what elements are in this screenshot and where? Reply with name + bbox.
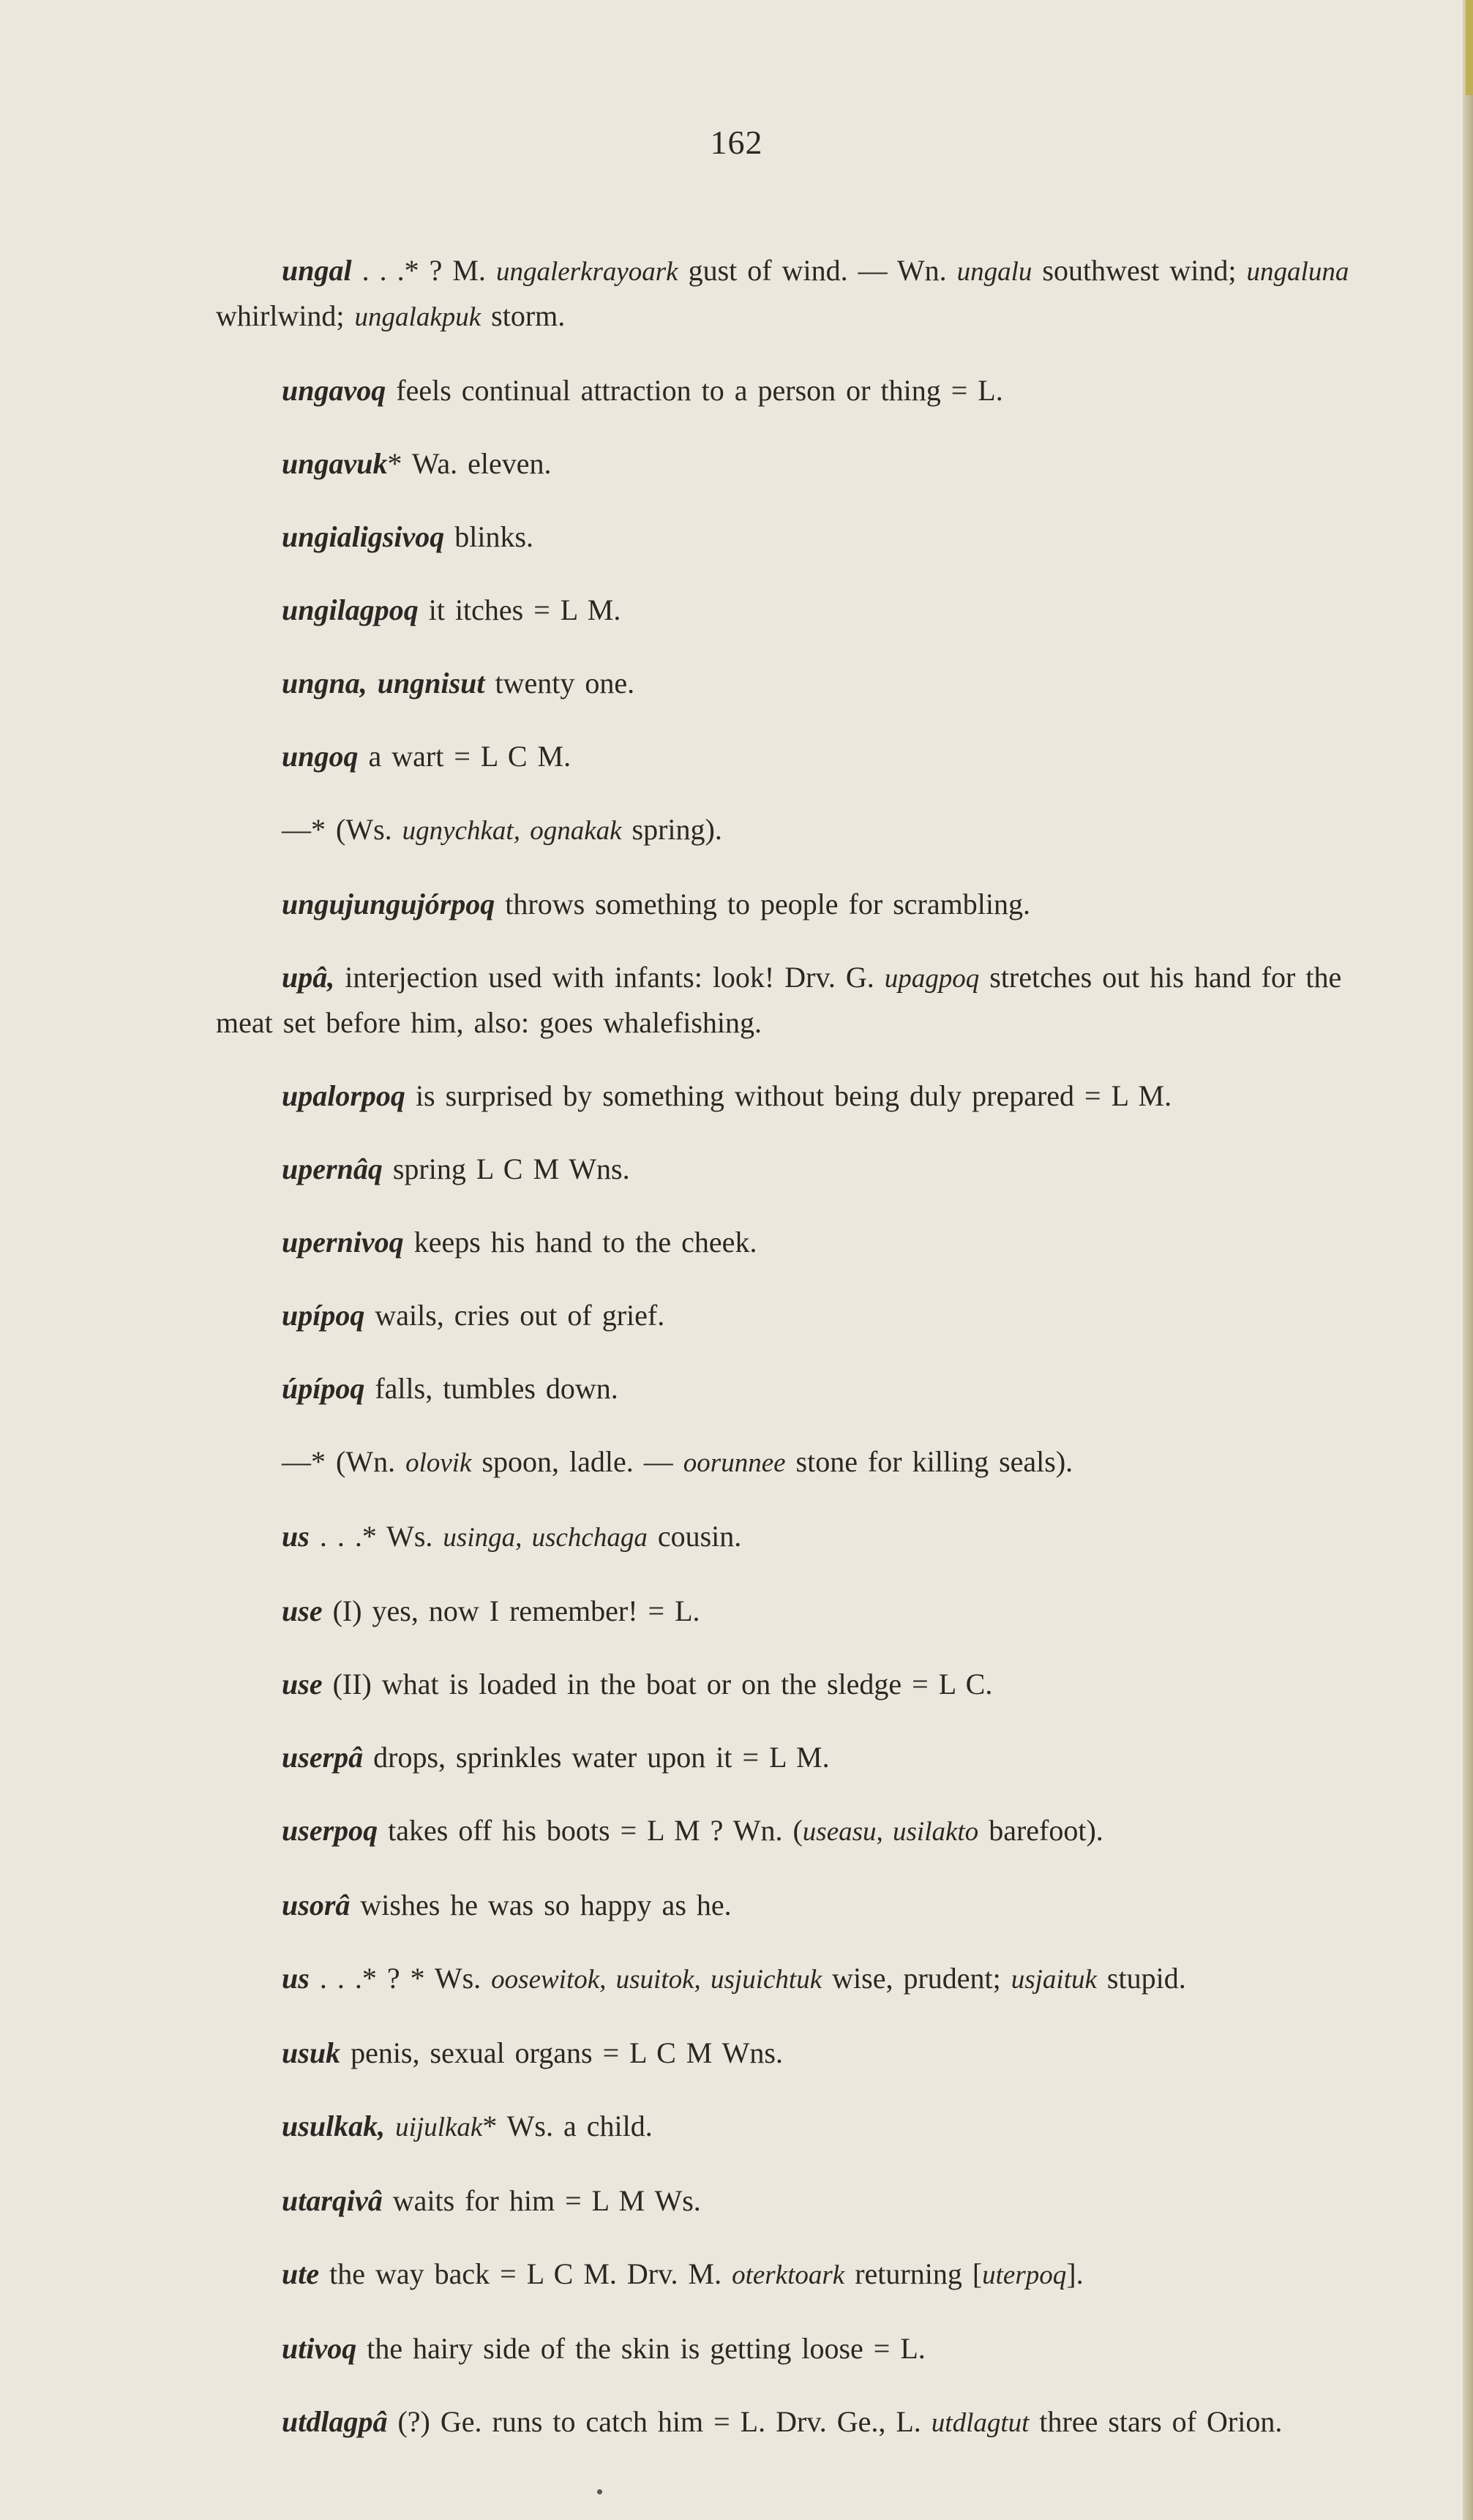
headword: upípoq xyxy=(282,1299,365,1332)
headword: utdlagpâ xyxy=(282,2405,388,2438)
ink-speck xyxy=(597,2489,602,2494)
definition: interjection used with infants: look! Drv. G. xyxy=(334,961,885,994)
dictionary-entry xyxy=(216,1074,1357,1118)
definition: * Wa. eleven. xyxy=(387,447,552,480)
headword: utarqivâ xyxy=(282,2184,383,2217)
dictionary-entry xyxy=(216,442,1357,486)
definition: spoon, ladle. — xyxy=(471,1445,683,1478)
definition: a wart = L C M. xyxy=(358,740,571,773)
definition: blinks. xyxy=(444,520,534,553)
definition: throws something to people for scrambling. xyxy=(495,888,1030,920)
dictionary-entry xyxy=(216,588,1357,632)
cited-form: utdlagtut xyxy=(931,2408,1030,2438)
cited-form: usjaituk xyxy=(1011,1965,1097,1995)
definition: it itches = L M. xyxy=(418,593,621,626)
headword: upernâq xyxy=(282,1152,383,1185)
cited-form: oorunnee xyxy=(683,1448,786,1478)
headword: userpâ xyxy=(282,1741,364,1774)
definition: drops, sprinkles water upon it = L M. xyxy=(363,1741,830,1774)
definition: . . .* ? * Ws. xyxy=(309,1962,492,1995)
dictionary-entry xyxy=(216,2104,1357,2150)
dictionary-entry xyxy=(216,1367,1357,1411)
definition: twenty one. xyxy=(484,667,635,700)
dictionary-entry xyxy=(216,1440,1357,1485)
dictionary-entry xyxy=(216,956,1357,1045)
cited-form: ungalakpuk xyxy=(354,302,481,332)
dictionary-entry xyxy=(216,1662,1357,1706)
cited-form: upagpoq xyxy=(884,964,980,994)
definition: returning [ xyxy=(844,2257,983,2290)
dictionary-entry xyxy=(216,661,1357,705)
definition: (I) yes, now I remember! = L. xyxy=(322,1594,700,1627)
definition: wishes he was so happy as he. xyxy=(350,1889,732,1921)
headword: ungal xyxy=(282,254,352,287)
headword: úpípoq xyxy=(282,1372,365,1405)
dictionary-entry xyxy=(216,1809,1357,1854)
headword: ungna, ungnisut xyxy=(282,667,485,700)
headword: ute xyxy=(282,2257,320,2290)
definition: (II) what is loaded in the boat or on the sledge = L C. xyxy=(322,1668,993,1700)
headword: userpoq xyxy=(282,1814,378,1847)
definition: the way back = L C M. Drv. M. xyxy=(319,2257,732,2290)
dictionary-entry xyxy=(216,1147,1357,1191)
cited-form: oosewitok, usuitok, usjuichtuk xyxy=(491,1965,822,1995)
definition: * Ws. a child. xyxy=(482,2110,653,2142)
definition: is surprised by something without being duly prepared = L M. xyxy=(405,1079,1172,1112)
dictionary-entry xyxy=(216,808,1357,853)
definition: storm. xyxy=(481,299,566,332)
definition: —* (Ws. xyxy=(282,813,402,846)
dictionary-entry xyxy=(216,2400,1357,2445)
definition: waits for him = L M Ws. xyxy=(382,2184,701,2217)
dictionary-entry xyxy=(216,1515,1357,1560)
definition: whirlwind; xyxy=(216,299,355,332)
headword: usuk xyxy=(282,2036,341,2069)
page-edge xyxy=(1463,0,1473,2520)
cited-form: ungaluna xyxy=(1246,257,1349,287)
definition: (?) Ge. runs to catch him = L. Drv. Ge., L. xyxy=(387,2405,932,2438)
dictionary-entry xyxy=(216,1220,1357,1264)
dictionary-entry xyxy=(216,515,1357,559)
dictionary-entry xyxy=(216,1957,1357,2002)
dictionary-entry xyxy=(216,2252,1357,2298)
definition: . . .* ? M. xyxy=(351,254,496,287)
headword: utivoq xyxy=(282,2332,357,2365)
definition: stone for killing seals). xyxy=(785,1445,1073,1478)
definition: spring L C M Wns. xyxy=(382,1152,630,1185)
definition xyxy=(385,2110,395,2142)
cited-form: useasu, usilakto xyxy=(802,1817,979,1847)
headword: upernivoq xyxy=(282,1226,404,1259)
cited-form: usinga, uschchaga xyxy=(443,1523,648,1553)
definition: falls, tumbles down. xyxy=(364,1372,618,1405)
page-edge-mark xyxy=(1466,0,1473,95)
headword: upâ, xyxy=(282,961,335,994)
cited-form: ungalu xyxy=(956,257,1032,287)
page-number: 162 xyxy=(710,124,763,161)
headword: ungujungujórpoq xyxy=(282,888,495,920)
headword: ungilagpoq xyxy=(282,593,419,626)
dictionary-entry xyxy=(216,2327,1357,2371)
definition: spring). xyxy=(621,813,722,846)
headword: upalorpoq xyxy=(282,1079,405,1112)
definition: cousin. xyxy=(647,1520,742,1553)
definition: stupid. xyxy=(1096,1962,1186,1995)
definition: barefoot). xyxy=(978,1814,1103,1847)
cited-form: uterpoq xyxy=(982,2260,1067,2290)
definition: penis, sexual organs = L C M Wns. xyxy=(340,2036,783,2069)
headword: ungoq xyxy=(282,740,359,773)
definition: . . .* Ws. xyxy=(309,1520,443,1553)
definition: takes off his boots = L M ? Wn. ( xyxy=(378,1814,803,1847)
definition: wise, prudent; xyxy=(822,1962,1011,1995)
headword: usulkak, xyxy=(282,2110,386,2142)
headword: us xyxy=(282,1962,310,1995)
definition: southwest wind; xyxy=(1032,254,1247,287)
definition: wails, cries out of grief. xyxy=(364,1299,665,1332)
headword: ungialigsivoq xyxy=(282,520,445,553)
definition: stretches out his hand for the meat set before him, also: goes whalefishing. xyxy=(216,961,1342,1039)
definition: keeps his hand to the cheek. xyxy=(403,1226,757,1259)
cited-form: ugnychkat, ognakak xyxy=(402,816,622,846)
entry-list xyxy=(216,220,1357,2456)
dictionary-entry xyxy=(216,1294,1357,1338)
cited-form: uijulkak xyxy=(395,2112,483,2142)
dictionary-entry xyxy=(216,2179,1357,2223)
definition: three stars of Orion. xyxy=(1029,2405,1283,2438)
definition: the hairy side of the skin is getting loose = L. xyxy=(356,2332,926,2365)
headword: use xyxy=(282,1594,323,1627)
definition: gust of wind. — Wn. xyxy=(678,254,957,287)
headword: usorâ xyxy=(282,1889,351,1921)
headword: use xyxy=(282,1668,323,1700)
definition: —* (Wn. xyxy=(282,1445,406,1478)
headword: ungavoq xyxy=(282,374,386,407)
dictionary-entry xyxy=(216,735,1357,779)
cited-form: ungalerkrayoark xyxy=(495,257,678,287)
cited-form: oterktoark xyxy=(732,2260,845,2290)
cited-form: olovik xyxy=(405,1448,472,1478)
headword: us xyxy=(282,1520,310,1553)
dictionary-entry xyxy=(216,369,1357,413)
definition: feels continual attraction to a person or thing = L. xyxy=(386,374,1003,407)
headword: ungavuk xyxy=(282,447,388,480)
dictionary-entry xyxy=(216,882,1357,926)
definition: ]. xyxy=(1066,2257,1084,2290)
dictionary-entry xyxy=(216,249,1357,340)
dictionary-entry xyxy=(216,1589,1357,1633)
dictionary-entry xyxy=(216,2031,1357,2075)
dictionary-entry xyxy=(216,1736,1357,1780)
dictionary-entry xyxy=(216,1883,1357,1927)
